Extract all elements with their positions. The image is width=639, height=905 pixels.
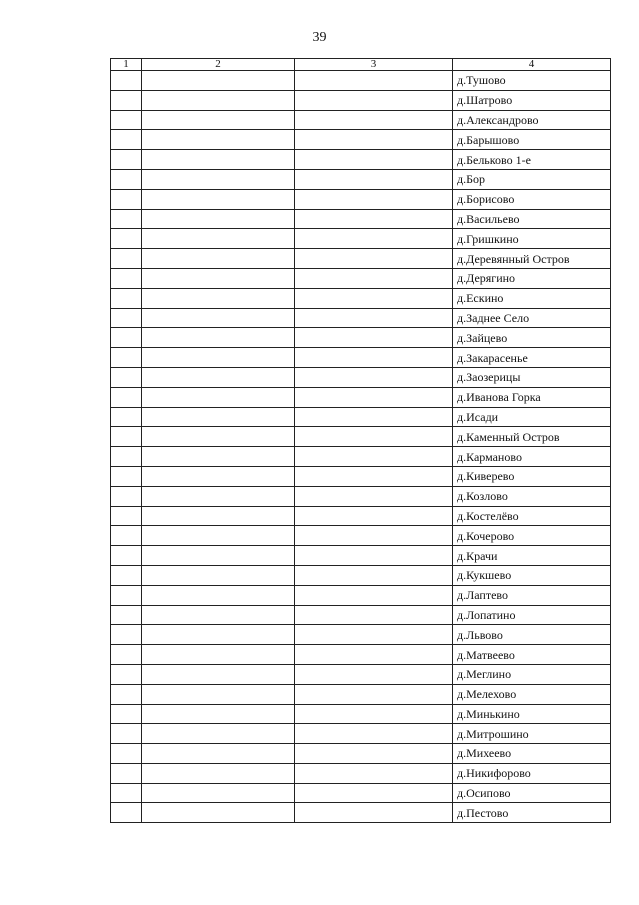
empty-cell — [142, 565, 295, 585]
table-row — [111, 783, 611, 803]
empty-cell — [142, 268, 295, 288]
table-row — [111, 763, 611, 783]
table-row — [111, 189, 611, 209]
empty-cell — [142, 664, 295, 684]
settlement-name-cell: д.Иванова Горка — [453, 387, 611, 407]
empty-cell — [295, 744, 453, 764]
empty-cell — [295, 605, 453, 625]
table-body — [111, 71, 611, 823]
empty-cell — [142, 387, 295, 407]
table-row — [111, 724, 611, 744]
empty-cell — [111, 605, 142, 625]
table-row — [111, 704, 611, 724]
empty-cell — [295, 348, 453, 368]
empty-cell — [142, 803, 295, 823]
table-row — [111, 407, 611, 427]
empty-cell — [142, 130, 295, 150]
empty-cell — [295, 684, 453, 704]
table-row — [111, 526, 611, 546]
settlement-name-cell: д.Карманово — [453, 447, 611, 467]
empty-cell — [111, 348, 142, 368]
empty-cell — [295, 546, 453, 566]
empty-cell — [111, 526, 142, 546]
settlement-name-cell: д.Бор — [453, 169, 611, 189]
empty-cell — [111, 90, 142, 110]
settlement-name-cell: д.Гришкино — [453, 229, 611, 249]
table-row — [111, 71, 611, 91]
empty-cell — [295, 71, 453, 91]
table-row — [111, 585, 611, 605]
empty-cell — [295, 110, 453, 130]
empty-cell — [142, 763, 295, 783]
column-header-4: 4 — [453, 59, 611, 71]
settlement-name-cell: д.Зайцево — [453, 328, 611, 348]
empty-cell — [142, 209, 295, 229]
table-row — [111, 209, 611, 229]
empty-cell — [295, 585, 453, 605]
empty-cell — [111, 249, 142, 269]
empty-cell — [111, 268, 142, 288]
table-row — [111, 308, 611, 328]
empty-cell — [111, 585, 142, 605]
settlement-name-cell: д.Львово — [453, 625, 611, 645]
settlement-name-cell: д.Матвеево — [453, 645, 611, 665]
settlement-name-cell: д.Кукшево — [453, 565, 611, 585]
empty-cell — [295, 486, 453, 506]
empty-cell — [111, 783, 142, 803]
empty-cell — [142, 506, 295, 526]
settlement-name-cell: д.Заднее Село — [453, 308, 611, 328]
settlement-name-cell: д.Киверево — [453, 466, 611, 486]
page-number: 39 — [312, 30, 327, 45]
empty-cell — [295, 90, 453, 110]
empty-cell — [142, 427, 295, 447]
settlement-name-cell: д.Пестово — [453, 803, 611, 823]
empty-cell — [111, 288, 142, 308]
empty-cell — [295, 625, 453, 645]
settlement-name-cell: д.Лопатино — [453, 605, 611, 625]
empty-cell — [111, 447, 142, 467]
settlement-name-cell: д.Заозерицы — [453, 367, 611, 387]
empty-cell — [111, 169, 142, 189]
settlement-name-cell: д.Борисово — [453, 189, 611, 209]
table-row — [111, 150, 611, 170]
table-row — [111, 447, 611, 467]
empty-cell — [142, 189, 295, 209]
table-row — [111, 684, 611, 704]
table-row — [111, 367, 611, 387]
settlement-name-cell: д.Костелёво — [453, 506, 611, 526]
empty-cell — [111, 486, 142, 506]
settlements-table — [110, 58, 611, 823]
empty-cell — [111, 625, 142, 645]
table-row — [111, 229, 611, 249]
empty-cell — [142, 704, 295, 724]
table-row — [111, 486, 611, 506]
table-row — [111, 348, 611, 368]
empty-cell — [295, 150, 453, 170]
empty-cell — [142, 625, 295, 645]
empty-cell — [142, 90, 295, 110]
table-row — [111, 744, 611, 764]
table-row — [111, 249, 611, 269]
settlement-name-cell: д.Барышово — [453, 130, 611, 150]
settlement-name-cell: д.Кочерово — [453, 526, 611, 546]
empty-cell — [142, 526, 295, 546]
table-row — [111, 645, 611, 665]
empty-cell — [295, 209, 453, 229]
empty-cell — [111, 664, 142, 684]
empty-cell — [111, 189, 142, 209]
table-row — [111, 90, 611, 110]
empty-cell — [142, 546, 295, 566]
settlement-name-cell: д.Никифорово — [453, 763, 611, 783]
table-header-row — [111, 59, 611, 71]
empty-cell — [111, 466, 142, 486]
settlement-name-cell: д.Каменный Остров — [453, 427, 611, 447]
settlement-name-cell: д.Шатрово — [453, 90, 611, 110]
settlement-name-cell: д.Александрово — [453, 110, 611, 130]
empty-cell — [111, 130, 142, 150]
empty-cell — [111, 645, 142, 665]
empty-cell — [295, 447, 453, 467]
empty-cell — [295, 407, 453, 427]
empty-cell — [295, 664, 453, 684]
empty-cell — [111, 546, 142, 566]
table-row — [111, 803, 611, 823]
empty-cell — [142, 466, 295, 486]
empty-cell — [295, 783, 453, 803]
empty-cell — [111, 308, 142, 328]
settlement-name-cell: д.Бельково 1-е — [453, 150, 611, 170]
settlement-name-cell: д.Закарасенье — [453, 348, 611, 368]
settlement-name-cell: д.Исади — [453, 407, 611, 427]
empty-cell — [111, 724, 142, 744]
empty-cell — [295, 704, 453, 724]
table-row — [111, 268, 611, 288]
empty-cell — [295, 169, 453, 189]
empty-cell — [295, 565, 453, 585]
table-row — [111, 387, 611, 407]
table-row — [111, 169, 611, 189]
column-header-2: 2 — [142, 59, 295, 71]
settlement-name-cell: д.Васильево — [453, 209, 611, 229]
empty-cell — [111, 71, 142, 91]
empty-cell — [295, 189, 453, 209]
empty-cell — [111, 387, 142, 407]
settlement-name-cell: д.Меглино — [453, 664, 611, 684]
column-header-1: 1 — [111, 59, 142, 71]
settlement-name-cell: д.Козлово — [453, 486, 611, 506]
empty-cell — [111, 427, 142, 447]
settlement-name-cell: д.Мелехово — [453, 684, 611, 704]
empty-cell — [142, 585, 295, 605]
table-row — [111, 664, 611, 684]
settlement-name-cell: д.Минькино — [453, 704, 611, 724]
table-row — [111, 427, 611, 447]
empty-cell — [295, 229, 453, 249]
settlement-name-cell: д.Митрошино — [453, 724, 611, 744]
empty-cell — [111, 229, 142, 249]
empty-cell — [295, 645, 453, 665]
empty-cell — [142, 150, 295, 170]
empty-cell — [111, 407, 142, 427]
empty-cell — [142, 367, 295, 387]
table-row — [111, 546, 611, 566]
table-row — [111, 328, 611, 348]
table-row — [111, 565, 611, 585]
empty-cell — [142, 744, 295, 764]
empty-cell — [111, 328, 142, 348]
empty-cell — [111, 209, 142, 229]
empty-cell — [295, 367, 453, 387]
empty-cell — [295, 763, 453, 783]
empty-cell — [295, 724, 453, 744]
settlement-name-cell: д.Крачи — [453, 546, 611, 566]
settlement-name-cell: д.Михеево — [453, 744, 611, 764]
empty-cell — [295, 328, 453, 348]
empty-cell — [295, 288, 453, 308]
table-row — [111, 605, 611, 625]
empty-cell — [111, 744, 142, 764]
settlement-name-cell: д.Ескино — [453, 288, 611, 308]
table-row — [111, 466, 611, 486]
settlement-name-cell: д.Осипово — [453, 783, 611, 803]
table-row — [111, 625, 611, 645]
empty-cell — [142, 71, 295, 91]
empty-cell — [111, 763, 142, 783]
empty-cell — [111, 704, 142, 724]
empty-cell — [142, 288, 295, 308]
table-row — [111, 506, 611, 526]
empty-cell — [142, 447, 295, 467]
empty-cell — [111, 367, 142, 387]
empty-cell — [142, 486, 295, 506]
empty-cell — [295, 506, 453, 526]
settlement-name-cell: д.Лаптево — [453, 585, 611, 605]
empty-cell — [142, 724, 295, 744]
settlement-name-cell: д.Тушово — [453, 71, 611, 91]
empty-cell — [142, 308, 295, 328]
empty-cell — [295, 427, 453, 447]
empty-cell — [111, 565, 142, 585]
empty-cell — [295, 466, 453, 486]
settlement-name-cell: д.Дерягино — [453, 268, 611, 288]
empty-cell — [295, 308, 453, 328]
empty-cell — [142, 110, 295, 130]
empty-cell — [111, 803, 142, 823]
empty-cell — [142, 407, 295, 427]
empty-cell — [111, 150, 142, 170]
empty-cell — [142, 605, 295, 625]
empty-cell — [111, 684, 142, 704]
empty-cell — [142, 645, 295, 665]
table-row — [111, 288, 611, 308]
empty-cell — [142, 684, 295, 704]
empty-cell — [295, 268, 453, 288]
column-header-3: 3 — [295, 59, 453, 71]
table-row — [111, 130, 611, 150]
empty-cell — [111, 110, 142, 130]
empty-cell — [142, 783, 295, 803]
empty-cell — [295, 249, 453, 269]
empty-cell — [142, 249, 295, 269]
empty-cell — [142, 328, 295, 348]
empty-cell — [142, 169, 295, 189]
table-row — [111, 110, 611, 130]
empty-cell — [295, 387, 453, 407]
empty-cell — [111, 506, 142, 526]
empty-cell — [142, 229, 295, 249]
empty-cell — [295, 526, 453, 546]
empty-cell — [295, 803, 453, 823]
empty-cell — [142, 348, 295, 368]
settlement-name-cell: д.Деревянный Остров — [453, 249, 611, 269]
empty-cell — [295, 130, 453, 150]
